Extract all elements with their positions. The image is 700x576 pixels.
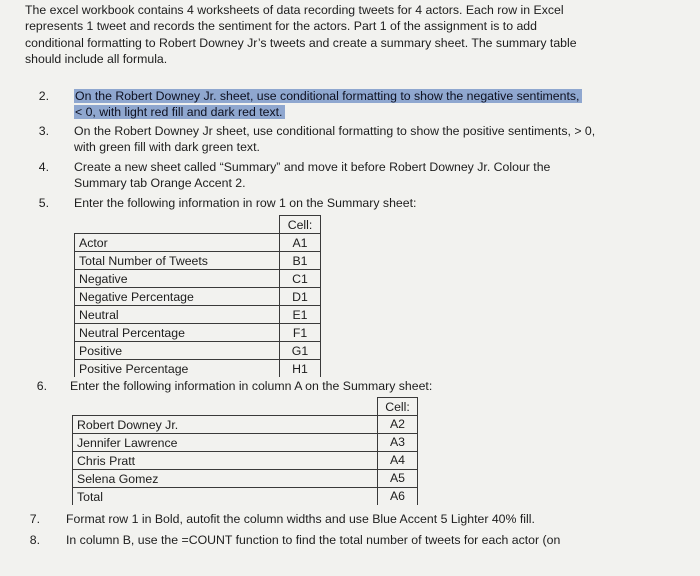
step-number: 5. (38, 196, 49, 210)
intro-line: represents 1 tweet and records the sentiment for the actors. Part 1 of the assignment is to add (25, 19, 537, 34)
step-number: 2. (38, 89, 49, 103)
step-number: 8. (29, 533, 40, 547)
intro-line: conditional formatting to Robert Downey Jr’s tweets and create a summary sheet. The summary table (25, 35, 577, 50)
table-row: Actor A1 (75, 234, 321, 252)
table-header-row (73, 398, 418, 416)
step-text: Format row 1 in Bold, autofit the column widths and use Blue Accent 5 Lighter 40% fill. (66, 512, 535, 526)
cell-column-header: Cell: (378, 398, 418, 416)
intro-paragraph (25, 2, 685, 68)
step-text: On the Robert Downey Jr sheet, use conditional formatting to show the positive sentiments, > 0, (74, 124, 596, 138)
step-text: Enter the following information in row 1 on the Summary sheet: (74, 196, 417, 210)
highlighted-instruction: < 0, with light red fill and dark red text. (74, 105, 285, 119)
step-text: Enter the following information in column A on the Summary sheet: (70, 379, 433, 393)
column-a-cell-table (72, 397, 418, 505)
table-row: Positive Percentage H1 (75, 360, 321, 378)
table-row: Jennifer Lawrence A3 (73, 434, 418, 452)
highlighted-instruction: On the Robert Downey Jr. sheet, use conditional formatting to show the negative sentiments, (74, 89, 582, 103)
intro-line: The excel workbook contains 4 worksheets of data recording tweets for 4 actors. Each row in Excel (25, 3, 564, 17)
step-text: with green fill with dark green text. (74, 140, 260, 155)
step-number: 3. (38, 124, 49, 138)
table-row: Total Number of Tweets B1 (75, 252, 321, 270)
table-row: Neutral E1 (75, 306, 321, 324)
step-number: 4. (38, 160, 49, 174)
table-header-row (75, 216, 321, 234)
row1-cell-table (74, 215, 321, 377)
table-row: Chris Pratt A4 (73, 452, 418, 470)
table-row: Positive G1 (75, 342, 321, 360)
table-row: Total A6 (73, 488, 418, 506)
table-row: Neutral Percentage F1 (75, 324, 321, 342)
step-number: 7. (29, 512, 40, 526)
cell-column-header: Cell: (280, 216, 321, 234)
table-row: Negative Percentage D1 (75, 288, 321, 306)
table-row: Robert Downey Jr. A2 (73, 416, 418, 434)
step-text: Create a new sheet called “Summary” and move it before Robert Downey Jr. Colour the (74, 160, 551, 174)
step-number: 6. (36, 379, 47, 393)
intro-line: should include all formula. (25, 52, 168, 67)
step-text: In column B, use the =COUNT function to find the total number of tweets for each actor (on (66, 533, 561, 547)
step-text: Summary tab Orange Accent 2. (74, 176, 246, 191)
table-row: Negative C1 (75, 270, 321, 288)
table-row: Selena Gomez A5 (73, 470, 418, 488)
